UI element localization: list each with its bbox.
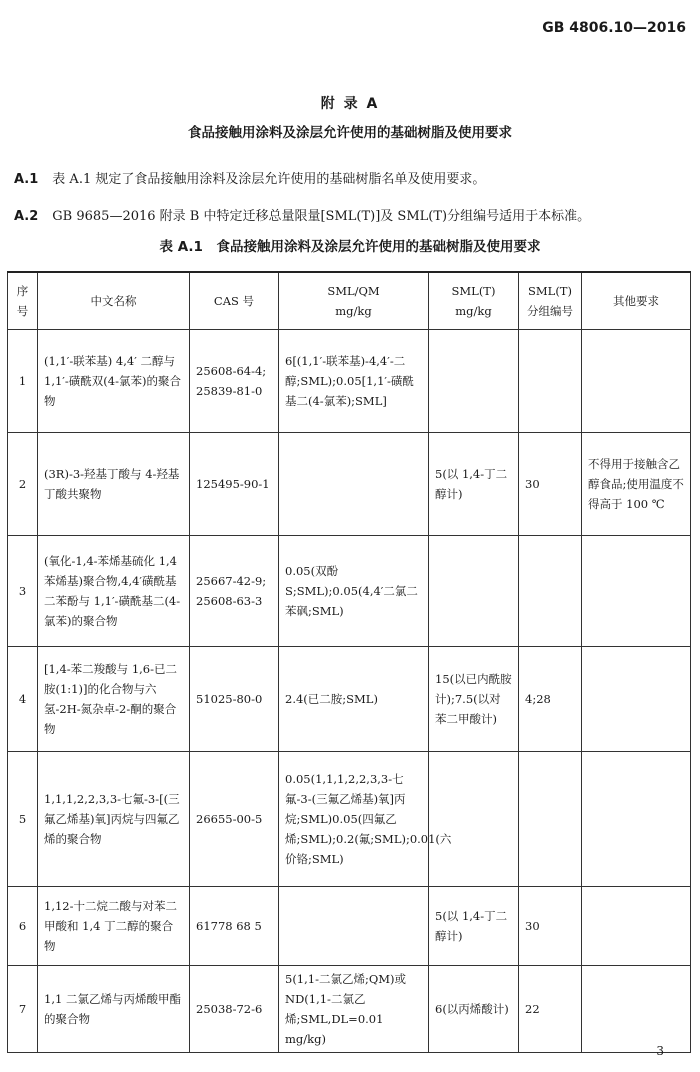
clause-number: A.1	[14, 172, 39, 187]
row-no: 5	[8, 752, 38, 887]
header-cell-no: 序号	[8, 272, 38, 330]
header-cell-other: 其他要求	[582, 272, 691, 330]
row-sml-t: 6(以丙烯酸计)	[429, 966, 519, 1053]
table-row	[8, 966, 691, 1053]
row-sml-qm: 5(1,1-二氯乙烯;QM)或 ND(1,1-二氯乙烯;SML,DL=0.01 mg/kg)	[279, 966, 429, 1053]
header-cell-name: 中文名称	[38, 272, 190, 330]
row-group: 30	[519, 887, 582, 966]
row-sml-qm: 0.05(1,1,1,2,2,3,3-七氟-3-(三氟乙烯基)氧]丙烷;SML)0.05(四氟乙烯;SML);0.2(氟;SML);0.01(六价铬;SML)	[279, 752, 429, 887]
row-name: 1,1,1,2,2,3,3-七氟-3-[(三氟乙烯基)氧]丙烷与四氟乙烯的聚合物	[38, 752, 190, 887]
row-no: 7	[8, 966, 38, 1053]
row-no: 4	[8, 647, 38, 752]
row-name: [1,4-苯二羧酸与 1,6-已二胺(1:1)]的化合物与六氢-2H-氮杂卓-2-酮的聚合物	[38, 647, 190, 752]
header-cell-sml-t: SML(T) mg/kg	[429, 272, 519, 330]
row-other	[582, 752, 691, 887]
row-no: 6	[8, 887, 38, 966]
row-other	[582, 887, 691, 966]
row-name: 1,12-十二烷二酸与对苯二甲酸和 1,4 丁二醇的聚合物	[38, 887, 190, 966]
row-cas: 61778 68 5	[190, 887, 279, 966]
table-row	[8, 752, 691, 887]
row-cas: 25608-64-4; 25839-81-0	[190, 330, 279, 433]
row-cas: 125495-90-1	[190, 433, 279, 536]
row-cas: 25667-42-9; 25608-63-3	[190, 536, 279, 647]
row-sml-qm	[279, 433, 429, 536]
row-no: 2	[8, 433, 38, 536]
row-group: 4;28	[519, 647, 582, 752]
row-group: 22	[519, 966, 582, 1053]
row-group	[519, 752, 582, 887]
row-sml-t: 5(以 1,4-丁二醇计)	[429, 887, 519, 966]
row-cas: 25038-72-6	[190, 966, 279, 1053]
table-title: 表 A.1 食品接触用涂料及涂层允许使用的基础树脂及使用要求	[159, 239, 541, 255]
page-number: 3	[656, 1044, 664, 1058]
row-name: 1,1 二氯乙烯与丙烯酸甲酯的聚合物	[38, 966, 190, 1053]
clause-text: GB 9685—2016 附录 B 中特定迁移总量限量[SML(T)]及 SML(T)分组编号适用于本标准。	[52, 209, 591, 224]
table-row	[8, 887, 691, 966]
resin-table	[7, 271, 691, 1053]
row-cas: 26655-00-5	[190, 752, 279, 887]
row-group	[519, 330, 582, 433]
header-cell-cas: CAS 号	[190, 272, 279, 330]
row-sml-qm: 0.05(双酚 S;SML);0.05(4,4′二氯二苯砜;SML)	[279, 536, 429, 647]
row-sml-qm	[279, 887, 429, 966]
header-cell-group: SML(T) 分组编号	[519, 272, 582, 330]
row-sml-t: 15(以已内酰胺计);7.5(以对苯二甲酸计)	[429, 647, 519, 752]
row-other	[582, 330, 691, 433]
row-name: (3R)-3-羟基丁酸与 4-羟基丁酸共聚物	[38, 433, 190, 536]
row-other: 不得用于接触含乙醇食品;使用温度不得高于 100 ℃	[582, 433, 691, 536]
row-sml-t: 5(以 1,4-丁二醇计)	[429, 433, 519, 536]
appendix-title: 附 录 A	[320, 96, 380, 112]
clause-number: A.2	[14, 209, 39, 224]
row-no: 1	[8, 330, 38, 433]
row-sml-t	[429, 330, 519, 433]
row-sml-qm: 2.4(已二胺;SML)	[279, 647, 429, 752]
appendix-subtitle: 食品接触用涂料及涂层允许使用的基础树脂及使用要求	[188, 125, 512, 141]
row-other	[582, 966, 691, 1053]
row-no: 3	[8, 536, 38, 647]
clause-a2	[14, 205, 590, 224]
row-other	[582, 536, 691, 647]
header-cell-sml-qm: SML/QM mg/kg	[279, 272, 429, 330]
row-sml-qm: 6[(1,1′-联苯基)-4,4′-二醇;SML);0.05[1,1′-磺酰基二(4-氯苯);SML]	[279, 330, 429, 433]
table-header-row	[8, 272, 691, 330]
row-group	[519, 536, 582, 647]
standard-number: GB 4806.10—2016	[542, 20, 686, 36]
row-name: (氧化-1,4-苯烯基硫化 1,4 苯烯基)聚合物,4,4′磺酰基二苯酚与 1,1′-磺酰基二(4-氯苯)的聚合物	[38, 536, 190, 647]
row-other	[582, 647, 691, 752]
clause-a1	[14, 168, 485, 187]
table-row	[8, 647, 691, 752]
table-row	[8, 536, 691, 647]
clause-text: 表 A.1 规定了食品接触用涂料及涂层允许使用的基础树脂名单及使用要求。	[52, 172, 486, 187]
table-row	[8, 433, 691, 536]
row-sml-t	[429, 536, 519, 647]
row-group: 30	[519, 433, 582, 536]
row-name: (1,1′-联苯基) 4,4′ 二醇与 1,1′-磺酰双(4-氯苯)的聚合物	[38, 330, 190, 433]
row-cas: 51025-80-0	[190, 647, 279, 752]
table-row	[8, 330, 691, 433]
row-sml-t	[429, 752, 519, 887]
